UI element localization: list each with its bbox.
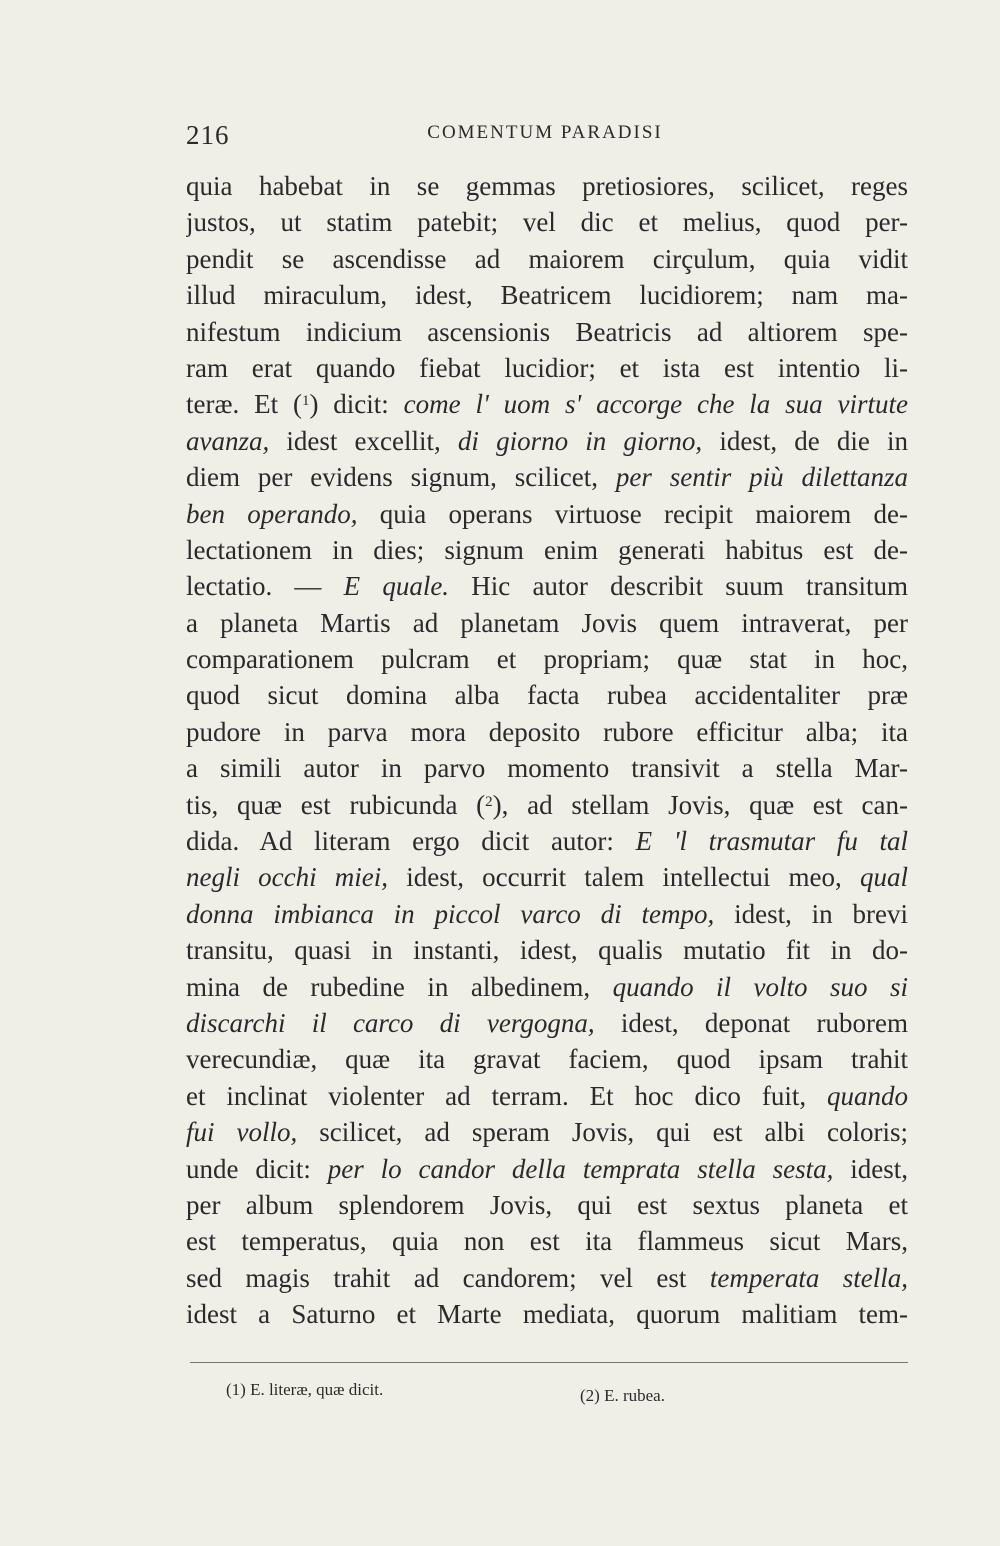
text-segment: et inclinat violenter ad terram. Et hoc dico fuit,	[186, 1080, 827, 1111]
italic-quotation: di giorno in giorno,	[457, 425, 703, 456]
italic-quotation: E quale.	[343, 571, 450, 602]
text-line	[186, 787, 908, 823]
text-line	[186, 1041, 908, 1077]
text-line	[186, 1151, 908, 1187]
footnote-1-text: E. literæ, quæ dicit.	[250, 1380, 384, 1399]
text-segment: tis, quæ est rubicunda (	[186, 789, 486, 820]
text-segment: diem per evidens signum, scilicet,	[186, 462, 616, 493]
text-segment: lectatio. —	[186, 571, 344, 602]
footnotes	[186, 1380, 908, 1410]
italic-quotation: qual	[859, 862, 908, 893]
text-segment: quod sicut domina alba facta rubea accidentaliter præ	[186, 680, 908, 711]
italic-quotation: quando il volto suo si	[612, 971, 908, 1002]
text-line	[186, 605, 908, 641]
text-segment: mina de rubedine in albedinem,	[186, 971, 613, 1002]
text-segment: idest, occurrit talem intellectui meo,	[388, 862, 860, 893]
text-segment: ) dicit:	[309, 389, 404, 420]
text-line	[186, 568, 908, 604]
text-line	[186, 714, 908, 750]
text-line	[186, 532, 908, 568]
running-title: COMENTUM PARADISI	[427, 122, 663, 143]
italic-quotation: donna imbianca in piccol varco di tempo,	[186, 898, 715, 929]
text-segment: comparationem pulcram et propriam; quæ stat in hoc,	[186, 644, 908, 675]
footnote-2-marker: (2)	[580, 1386, 600, 1405]
text-segment: idest, de die in	[702, 425, 908, 456]
text-line	[186, 750, 908, 786]
text-line	[186, 277, 908, 313]
text-segment: ), ad stellam Jovis, quæ est can-	[492, 789, 908, 820]
text-line	[186, 823, 908, 859]
text-line	[186, 386, 908, 422]
text-line	[186, 932, 908, 968]
footnote-1-marker: (1)	[226, 1380, 246, 1399]
text-segment: idest, in brevi	[714, 898, 908, 929]
body-text	[186, 168, 908, 1333]
text-segment: quia operans virtuose recipit maiorem de-	[357, 498, 908, 529]
italic-quotation: E 'l trasmutar fu tal	[635, 826, 908, 857]
footnote-2-text: E. rubea.	[604, 1386, 665, 1405]
text-line	[186, 896, 908, 932]
italic-quotation: negli occhi miei,	[186, 862, 389, 893]
italic-quotation: per sentir più dilettanza	[615, 462, 908, 493]
text-line	[186, 496, 908, 532]
text-line	[186, 641, 908, 677]
text-segment: a planeta Martis ad planetam Jovis quem intraverat, per	[186, 607, 908, 638]
page-number: 216	[186, 120, 230, 150]
text-segment: per album splendorem Jovis, qui est sextus planeta et	[186, 1189, 908, 1220]
text-line	[186, 168, 908, 204]
italic-quotation: fui vollo,	[186, 1117, 298, 1148]
text-line	[186, 241, 908, 277]
text-segment: Hic autor describit suum transitum	[449, 571, 908, 602]
italic-quotation: avanza,	[186, 425, 270, 456]
page-header	[186, 120, 904, 156]
text-line	[186, 969, 908, 1005]
italic-quotation: temperata stella,	[709, 1262, 908, 1293]
text-segment: sed magis trahit ad candorem; vel est	[186, 1262, 710, 1293]
text-segment: idest,	[833, 1153, 908, 1184]
text-line	[186, 1187, 908, 1223]
text-line	[186, 314, 908, 350]
italic-quotation: ben operando,	[186, 498, 358, 529]
text-segment: a simili autor in parvo momento transivit a stella Mar-	[186, 753, 908, 784]
text-line	[186, 423, 908, 459]
text-segment: unde dicit:	[186, 1153, 328, 1184]
text-segment: lectationem in dies; signum enim generati habitus est de-	[186, 534, 908, 565]
text-line	[186, 859, 908, 895]
text-segment: transitu, quasi in instanti, idest, qualis mutatio fit in do-	[186, 935, 908, 966]
italic-quotation: come l' uom s' accorge che la sua virtute	[403, 389, 908, 420]
text-segment: scilicet, ad speram Jovis, qui est albi coloris;	[297, 1117, 908, 1148]
text-segment: quia habebat in se gemmas pretiosiores, scilicet, reges	[186, 171, 908, 201]
text-segment: ram erat quando fiebat lucidior; et ista est intentio li-	[186, 352, 908, 383]
text-line	[186, 1078, 908, 1114]
text-segment: justos, ut statim patebit; vel dic et melius, quod per-	[186, 207, 908, 238]
text-segment: idest a Saturno et Marte mediata, quorum malitiam tem-	[186, 1299, 908, 1330]
text-line	[186, 1223, 908, 1259]
italic-quotation: discarchi il carco di vergogna,	[186, 1007, 595, 1038]
footnote-2	[580, 1386, 665, 1406]
footnote-divider	[190, 1362, 908, 1363]
text-line	[186, 459, 908, 495]
text-segment: dida. Ad literam ergo dicit autor:	[186, 826, 636, 857]
text-line	[186, 1114, 908, 1150]
text-segment: nifestum indicium ascensionis Beatricis ad altiorem spe-	[186, 316, 908, 347]
text-segment: idest, deponat ruborem	[594, 1007, 908, 1038]
text-line	[186, 677, 908, 713]
text-segment: verecundiæ, quæ ita gravat faciem, quod ipsam trahit	[186, 1044, 908, 1075]
text-segment: pudore in parva mora deposito rubore efficitur alba; ita	[186, 716, 908, 747]
text-segment: idest excellit,	[269, 425, 458, 456]
text-line	[186, 350, 908, 386]
text-line	[186, 1260, 908, 1296]
text-line	[186, 1296, 908, 1332]
italic-quotation: quando	[827, 1080, 908, 1111]
text-segment: est temperatus, quia non est ita flammeus sicut Mars,	[186, 1226, 908, 1257]
text-line	[186, 204, 908, 240]
text-segment: teræ. Et (	[186, 389, 302, 420]
text-segment: illud miraculum, idest, Beatricem lucidiorem; nam ma-	[186, 280, 908, 311]
text-segment: pendit se ascendisse ad maiorem cirçulum, quia vidit	[186, 243, 908, 274]
footnote-reference: 2	[485, 793, 493, 810]
footnote-1	[226, 1380, 383, 1400]
footnote-reference: 1	[301, 393, 310, 410]
text-line	[186, 1005, 908, 1041]
italic-quotation: per lo candor della temprata stella sesta,	[327, 1153, 834, 1184]
